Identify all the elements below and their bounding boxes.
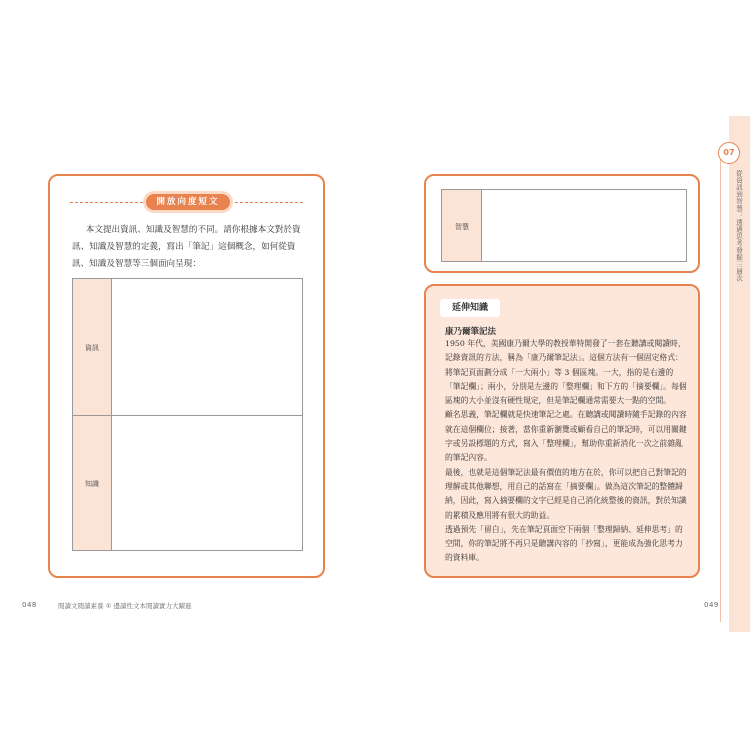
wisdom-table xyxy=(441,189,687,262)
row-label-wisdom: 智慧 xyxy=(455,223,469,231)
extension-subtitle: 康乃爾筆記法 xyxy=(445,327,497,337)
row-divider xyxy=(73,415,302,416)
answer-table xyxy=(72,278,303,551)
extension-paragraph: 最後，也就是這個筆記法最有價值的地方在於，你可以把自己對筆記的理解或其他聯想，用自己的話寫在「摘要欄」。做為這次筆記的整體歸納，因此，寫入摘要欄的文字已經是自己消化統整後的資訊，對於知識的累積及應用將有很大的助益。 xyxy=(445,467,687,520)
question-prompt: 本文提出資訊、知識及智慧的不同。請你根據本文對於資訊、知識及智慧的定義，寫出「筆記」這個概念，如何從資訊、知識及智慧等三個面向呈現： xyxy=(72,225,301,269)
extension-card xyxy=(424,284,700,578)
side-tab-line xyxy=(720,152,721,622)
extension-paragraph: 透過預先「留白」，先在筆記頁面空下兩個「整理歸納、延伸思考」的空間，你的筆記將不再只是聽講內容的「抄寫」，更能成為強化思考力的資料庫。 xyxy=(445,524,683,563)
row-label-info: 資訊 xyxy=(85,344,99,352)
chapter-side-label: 從資訊到智慧：透過思考發掘三層次 xyxy=(735,170,743,282)
right-page-number: 049 xyxy=(704,601,719,609)
section-title: 開放向度短文 xyxy=(146,194,230,210)
wisdom-card xyxy=(424,174,700,273)
row-label-knowledge: 知識 xyxy=(85,480,99,488)
left-page-number: 048 xyxy=(22,601,37,609)
left-running-title: 閱讀文閱讀素養 ① 邊讀性文本閱讀實力大躍進 xyxy=(58,602,192,610)
extension-body xyxy=(445,337,687,566)
extension-tab-label: 延伸知識 xyxy=(440,299,500,317)
chapter-number-badge: 07 xyxy=(718,142,740,164)
extension-paragraph: 1950 年代，美國康乃爾大學的教授華特開發了一套在聽講或閱讀時，記錄資訊的方法，稱為「康乃爾筆記法」。這個方法有一個固定格式：將筆記頁面劃分成「一大兩小」等 3 個區塊。一大，指的是右邊的「筆記欄」；兩小，分別是左邊的「整理欄」和下方的「摘要欄」。每個區塊的大小並沒有硬性規定，但是筆記欄通常需要大一點的空間。 xyxy=(445,339,687,406)
extension-paragraph: 顧名思義，筆記欄就是快速筆記之處。在聽講或閱讀時隨手記錄的內容就在這個欄位；接著，當你重新瀏覽或顧看自己的筆記時，可以用關鍵字或另設標題的方式，寫入「整理欄」，幫助你重新消化一次之前雜亂的筆記內容。 xyxy=(445,410,687,463)
open-question-card xyxy=(48,174,325,578)
